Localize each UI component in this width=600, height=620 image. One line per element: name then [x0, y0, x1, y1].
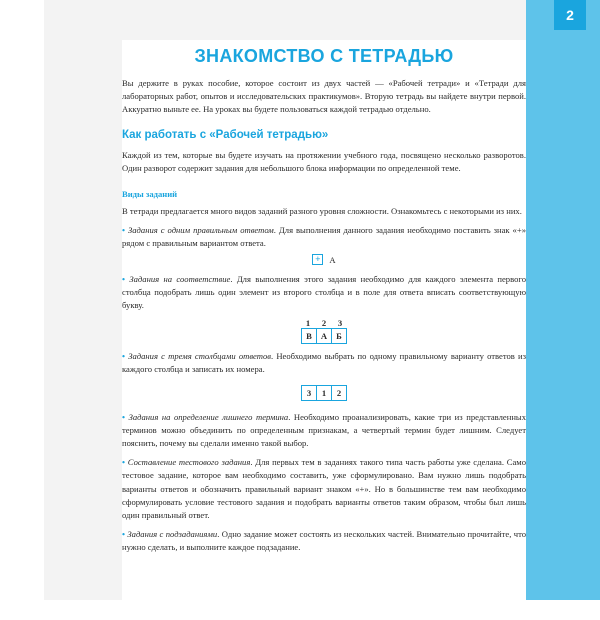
subsection-heading: Виды заданий: [122, 189, 178, 200]
example-plus-answer: [122, 253, 526, 267]
bullet-marker: •: [122, 529, 126, 540]
plus-box: +: [312, 254, 323, 265]
match-cell: А: [316, 328, 332, 344]
example-three-columns: [122, 385, 526, 401]
task-type-term: Задания на определение лишнего термина: [128, 411, 289, 422]
task-type-item: [122, 224, 526, 250]
task-type-item: [122, 411, 526, 451]
bullet-marker: •: [122, 457, 126, 468]
page-number: 2: [554, 0, 586, 30]
task-type-term: Задания с тремя столбцами ответов: [128, 351, 271, 362]
task-type-term: Задания с одним правильным ответом: [128, 225, 274, 236]
task-type-item: [122, 528, 526, 554]
answer-cell: 1: [316, 385, 332, 401]
task-type-term: Задания с подзаданиями: [127, 529, 218, 540]
section-heading: Как работать с «Рабочей тетрадью»: [122, 128, 329, 141]
match-number: 2: [321, 318, 327, 329]
task-type-description: . Для выполнения данного задания необходимо поставить знак «+» рядом с правильным вариантом ответа.: [122, 225, 526, 249]
intro-paragraph: Вы держите в руках пособие, которое состоит из двух частей — «Рабочей тетради» и «Тетради для лабораторных работ, опытов и исследовательских практикумов». Вторую тетрадь вы найдете внутри первой. Аккуратно выньте ее. На уроках вы будете пользоваться каждой тетрадью отдельно.: [122, 78, 526, 115]
example-match-grid: [122, 318, 526, 344]
task-type-description: . Необходимо проанализировать, какие три из представленных терминов можно объединить по определенным признакам, а четвертый термин будет лишним. Следует пояснить, почему вы сделали именно такой выбор.: [122, 411, 526, 449]
bullet-marker: •: [122, 273, 126, 284]
task-type-description: . Одно задание может состоять из нескольких частей. Внимательно прочитайте, что нужно сделать, и выполните каждое подзадание.: [122, 529, 527, 553]
task-type-term: Составление тестового задания: [127, 457, 251, 468]
page-title: ЗНАКОМСТВО С ТЕТРАДЬЮ: [194, 46, 454, 66]
task-type-item: [122, 273, 526, 313]
task-type-term: Задания на соответствие: [129, 273, 231, 284]
match-cell: В: [301, 328, 317, 344]
page-content: [122, 40, 526, 620]
section-paragraph: Каждой из тем, которые вы будете изучать на протяжении учебного года, посвящено несколько разворотов. Один разворот содержит задания для небольшого блока информации по определенной теме.: [122, 149, 526, 173]
answer-cell: 2: [331, 385, 347, 401]
match-number: 3: [337, 318, 343, 329]
bullet-marker: •: [122, 225, 126, 236]
plus-label: А: [329, 254, 336, 265]
task-type-item: [122, 350, 526, 376]
bullet-marker: •: [122, 351, 126, 362]
bullet-marker: •: [122, 411, 126, 422]
subsection-paragraph: В тетради предлагается много видов заданий разного уровня сложности. Ознакомьтесь с некоторыми из них.: [122, 206, 522, 217]
match-number: 1: [305, 318, 311, 329]
answer-cell: 3: [301, 385, 317, 401]
task-type-description: . Необходимо выбрать по одному правильному варианту ответов из каждого столбца и записать их номера.: [122, 351, 527, 375]
task-type-description: . Для выполнения этого задания необходимо для каждого элемента первого столбца подобрать лишь один элемент из второго столбца и в поле для ответа вписать соответствующую букву.: [122, 273, 526, 311]
task-type-description: . Для первых тем в заданиях такого типа часть работы уже сделана. Само тестовое задание, которое вам необходимо составить, уже сформулировано. Вам нужно лишь подобрать варианты ответов и обозначить правильный вариант знаком «+». Но в большинстве тем вам необходимо сформулировать условие тестового задания и подобрать варианты ответов таким образом, чтобы был лишь один правильный ответ.: [122, 457, 526, 521]
task-type-item: [122, 456, 526, 522]
side-accent-bar: [526, 0, 600, 600]
match-cell: Б: [331, 328, 347, 344]
